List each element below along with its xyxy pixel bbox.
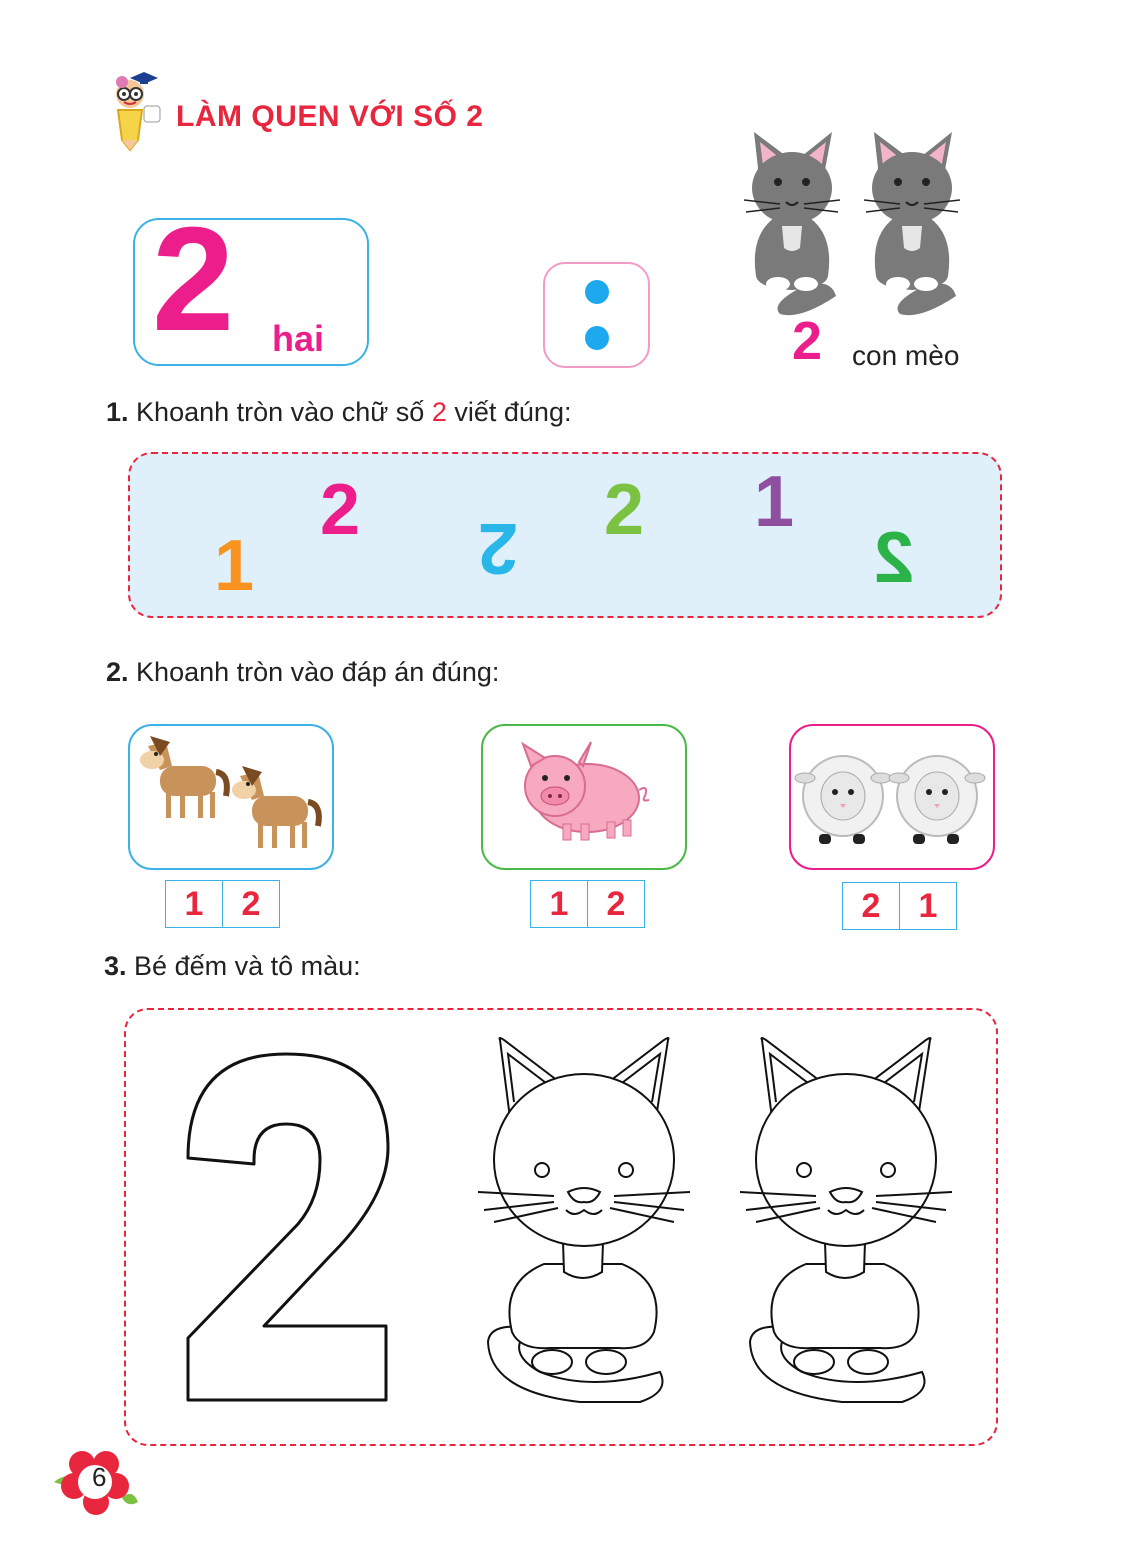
sheep-illustration xyxy=(791,726,993,868)
answer-option[interactable]: 1 xyxy=(549,884,569,923)
count-word: con mèo xyxy=(852,340,960,371)
exercise-3-question xyxy=(104,951,361,982)
question-text: viết đúng: xyxy=(454,397,572,427)
answer-option[interactable]: 2 xyxy=(222,881,279,927)
exercise-1-question xyxy=(106,397,571,428)
question-text: Khoanh tròn vào chữ số xyxy=(136,397,425,427)
exercise-number: 3. xyxy=(104,951,127,981)
count-number: 2 xyxy=(792,311,823,371)
digit-option[interactable]: 1 xyxy=(754,462,795,542)
answer-boxes xyxy=(842,882,957,930)
big-number: 2 xyxy=(152,197,235,362)
page-number: 6 xyxy=(92,1462,107,1492)
two-cats-illustration xyxy=(740,126,970,322)
exercise-number: 2. xyxy=(106,657,129,687)
digit-option-mirrored[interactable]: 2 xyxy=(478,508,519,588)
pig-card xyxy=(481,724,687,870)
page-title: LÀM QUEN VỚI SỐ 2 xyxy=(176,100,484,133)
exercise-2-question xyxy=(106,657,499,688)
digit-option[interactable]: 2 xyxy=(604,470,645,550)
question-text: Bé đếm và tô màu: xyxy=(134,951,361,981)
horse-illustration xyxy=(130,726,332,868)
question-text: Khoanh tròn vào đáp án đúng: xyxy=(136,657,500,687)
pencil-mascot-icon xyxy=(100,66,170,152)
digit-panel xyxy=(128,452,1002,618)
outline-cats-illustration[interactable] xyxy=(470,1032,960,1422)
answer-boxes xyxy=(165,880,280,928)
pig-illustration xyxy=(483,726,685,868)
highlight-digit: 2 xyxy=(431,397,447,427)
answer-option[interactable]: 1 xyxy=(184,884,204,923)
dot-icon xyxy=(585,326,609,350)
digit-option-mirrored[interactable]: 2 xyxy=(874,518,915,598)
number-word: hai xyxy=(272,318,325,359)
horse-card xyxy=(128,724,334,870)
answer-boxes xyxy=(530,880,645,928)
exercise-number: 1. xyxy=(106,397,129,427)
sheep-card xyxy=(789,724,995,870)
outline-number-two[interactable] xyxy=(180,1048,400,1412)
answer-option[interactable]: 2 xyxy=(861,886,881,925)
dot-card xyxy=(543,262,650,368)
digit-option[interactable]: 2 xyxy=(320,470,361,550)
answer-option[interactable]: 1 xyxy=(899,883,956,929)
dot-icon xyxy=(585,280,609,304)
digit-option[interactable]: 1 xyxy=(214,526,255,606)
answer-option[interactable]: 2 xyxy=(587,881,644,927)
